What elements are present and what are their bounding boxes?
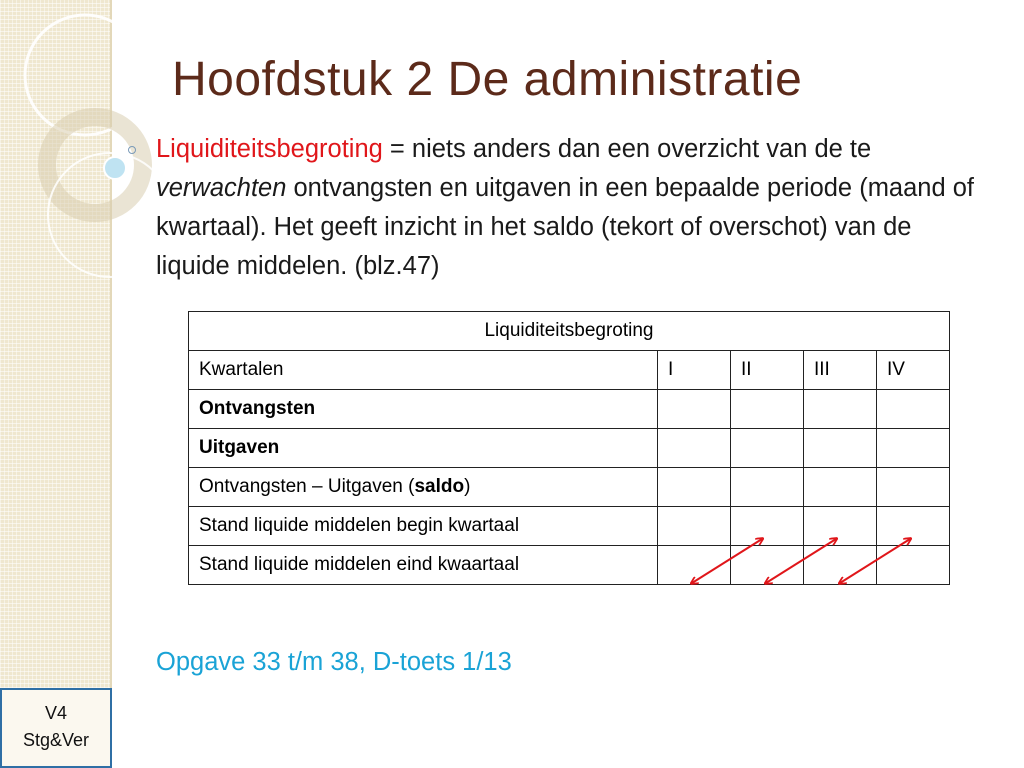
version-badge (0, 688, 112, 768)
table-row-receipts (189, 390, 950, 429)
table-cell (877, 390, 950, 429)
table-cell (877, 429, 950, 468)
version-line-1: V4 (44, 703, 68, 723)
version-line-2: Stg&Ver (22, 730, 90, 750)
table-cell (658, 546, 731, 585)
table-cell (804, 429, 877, 468)
quarter-4: IV (877, 351, 950, 390)
start-balance-label: Stand liquide middelen begin kwartaal (189, 507, 658, 546)
balance-label (189, 468, 658, 507)
table-row-quarters (189, 351, 950, 390)
table-cell (658, 468, 731, 507)
definition-part-1: = niets anders dan een overzicht van de te (382, 135, 872, 163)
quarters-label: Kwartalen (189, 351, 658, 390)
table-cell (877, 507, 950, 546)
table-cell (731, 546, 804, 585)
balance-prefix: Ontvangsten – Uitgaven ( (199, 476, 415, 497)
definition-paragraph (156, 130, 976, 286)
decor-circle-medium (47, 117, 143, 213)
slide-title: Hoofdstuk 2 De administratie (172, 53, 803, 106)
balance-suffix: ) (464, 476, 471, 497)
table-cell (731, 429, 804, 468)
table-row-start (189, 507, 950, 546)
table-cell (877, 546, 950, 585)
table-cell (658, 390, 731, 429)
table-cell (804, 468, 877, 507)
table-cell (731, 468, 804, 507)
exercise-reference: Opgave 33 t/m 38, D-toets 1/13 (156, 648, 512, 676)
decor-bubble (104, 157, 126, 179)
table-cell (804, 390, 877, 429)
quarter-3: III (804, 351, 877, 390)
table-row-expenses (189, 429, 950, 468)
end-balance-label: Stand liquide middelen eind kwaartaal (189, 546, 658, 585)
table-caption: Liquiditeitsbegroting (189, 312, 950, 351)
term-liquiditeitsbegroting: Liquiditeitsbegroting (156, 135, 383, 163)
table-row-end (189, 546, 950, 585)
table-row-balance (189, 468, 950, 507)
bullet-icon (128, 146, 136, 154)
definition-emphasis: verwachten (156, 174, 287, 202)
table-header-row (189, 312, 950, 351)
table-cell (731, 507, 804, 546)
receipts-label: Ontvangsten (189, 390, 658, 429)
expenses-label: Uitgaven (189, 429, 658, 468)
table-cell (804, 507, 877, 546)
liquidity-budget-table (188, 311, 950, 585)
balance-bold: saldo (414, 476, 465, 497)
definition-part-2: ontvangsten en uitgaven in een bepaalde periode (maand of kwartaal). Het geeft inzicht in het saldo (tekort of overschot) van de liquide middelen. (blz.47) (156, 174, 975, 280)
table-cell (731, 390, 804, 429)
table-cell (877, 468, 950, 507)
table-cell (658, 429, 731, 468)
table-cell (658, 507, 731, 546)
table-cell (804, 546, 877, 585)
quarter-1: I (658, 351, 731, 390)
quarter-2: II (731, 351, 804, 390)
